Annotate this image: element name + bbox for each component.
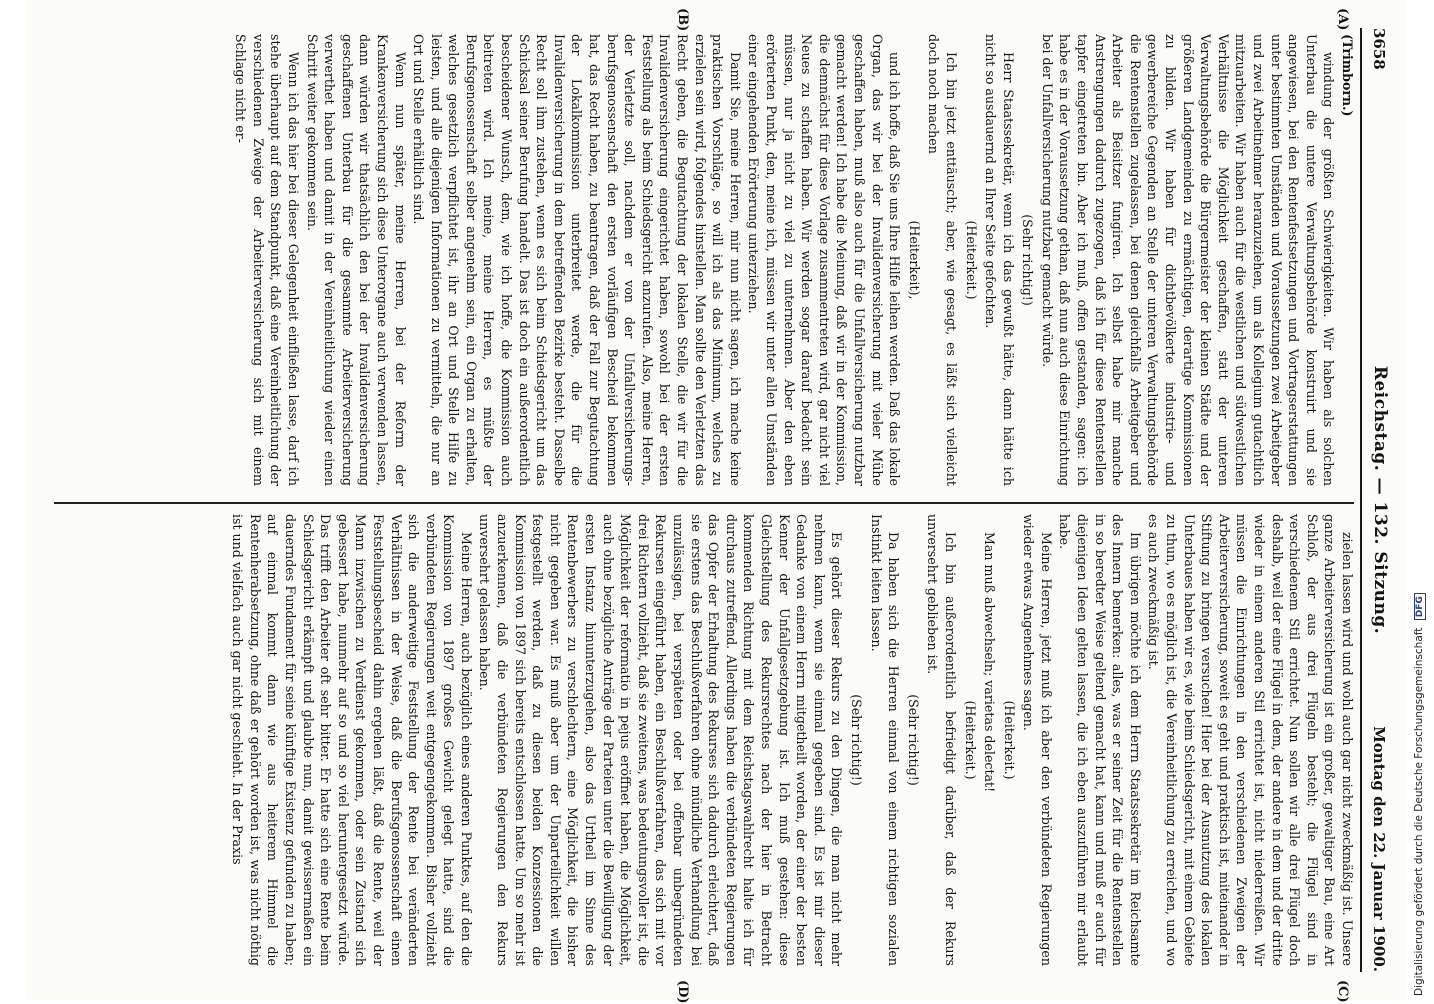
margin-marker-b: (B)	[675, 8, 690, 32]
paragraph: Meine Herren, auch bezüglich eines anderen Punktes, auf den die Kommission von 1897 großes Gewicht gelegt hatte, sind die verbündeten Regierungen weit entgegengekommen. Bisher vollzieht sich die anderweitige Feststellung der Rente bei veränderten Verhältnissen in der Weise, daß die Berufsgenossenschaft einen Feststellungsbescheid dahin ergehen läßt, daß die Rente, weil der Mann inzwischen zu Verdienst gekommen, oder sein Zustand sich gebessert habe, nunmehr auf so und so viel heruntergesetzt würde. Das trifft den Arbeiter oft sehr bitter. Er hatte sich eine Rente beim Schiedsgericht erkämpft und glaubte nun, damit gewissermaßen ein dauerndes Fundament für seine künftige Existenz gefunden zu haben; auf einmal kommt dann wie aus heiterem Himmel die Rentenherabsetzung, ohne daß er gehört worden ist, was nicht nöthig ist und vielfach auch gar nicht geschieht. In der Praxis	[230, 514, 474, 966]
paragraph: Herr Staatssekretär, wenn ich das gewußt hätte, dann hätte ich nicht so ausdauernd an Ihrer Seite gefochten.	[983, 34, 1016, 486]
digitization-footer	[1409, 6, 1433, 994]
paragraph: windung der größten Schwierigkeiten. Wir haben als solchen Unterbau die untere Verwaltungsbehörde konstruirt und sie angewiesen, bei den Rentenfestsetzungen und Vortragserstattungen unter bestimmten Umständen und Voraussetzungen zwei Arbeitgeber und zwei Arbeitnehmer heranzuziehen, um als Kollegium gutachtlich mitzuarbeiten. Wir haben auch für die westlichen und südwestlichen Verhältnisse die Möglichkeit geschaffen, statt der unteren Verwaltungsbehörde die Bürgermeister der kleinen Städte und der größeren Landgemeinden zu ermächtigen, derartige Kommissionen zu bilden. Wir haben für dichtbevölkerte industrie- und gewerbereiche Gegenden an Stelle der unteren Verwaltungsbehörde die Rentenstellen zugelassen, bei denen gleichfalls Arbeitgeber und Arbeiter als Beisitzer fungiren. Ich selbst habe mir manche Anstrengungen dadurch zugezogen, daß ich für diese Rentenstellen tapfer eingetreten bin. Aber ich muß, offen gestanden, sagen: ich habe es in der Voraussetzung gethan, daß nun auch diese Einrichtung bei der Unfallversicherung nutzbar gemacht würde.	[1039, 34, 1337, 486]
margin-marker-d: (D)	[675, 980, 690, 1004]
paragraph: und ich hoffe, daß Sie uns Ihre Hilfe leihen werden. Daß das lokale Organ, das wir bei der Invalidenversicherung mit vieler Mühe geschaffen haben, muß also auch für die Unfallversicherung nutzbar gemacht werden! Ich habe die Meinung, daß wir in der Kommission, die demnächst für diese Vorlage zusammentreten wird, gar nicht viel Neues zu schaffen haben. Wir werden sogar darauf bedacht sein müssen, nur ja nicht zu viel zu unternehmen. Aber den eben erörterten Punkt, den, meine ich, müssen wir unter allen Umständen einer eingehenden Erörterung unterziehen.	[746, 34, 903, 486]
session-date: Montag den 22. Januar 1900.	[1370, 726, 1388, 972]
paragraph: Ich bin außerordentlich befriedigt darüber, daß der Rekurs unversehrt geblieben ist.	[925, 514, 958, 966]
paragraph: Wenn nun später, meine Herren, bei der Reform der Krankenversicherung sich diese Unterorgane auch verwenden lassen, dann würden wir thatsächlich den bei der Invalidenversicherung geschaffenen Unterbau für die gesammte Arbeiterversicherung verwerthet haben und damit in der Vereinheitlichung wieder einen Schritt weiter gekommen sein.	[304, 34, 408, 486]
paragraph: Da haben sich die Herren einmal von einem richtigen sozialen Instinkt leiten lassen.	[868, 514, 902, 966]
page-header	[1364, 28, 1392, 972]
interjection: (Sehr richtig!)	[1020, 214, 1036, 306]
column-divider	[54, 502, 1354, 504]
footer-credit-text: Digitalisierung gefördert durch die Deutsche Forschungsgemeinschaft	[1413, 627, 1425, 996]
margin-marker-a: (A)	[1335, 8, 1350, 31]
dfg-logo: DFG	[1414, 593, 1426, 620]
paragraph: zielen lassen wird und wohl auch gar nicht zweckmäßig ist. Unsere ganze Arbeiterversicherung ist ein großer, gewaltiger Bau, eine Art Schloß, der aus drei Flügeln besteht; die Flügel sind in verschiedenem Stil errichtet. Nun sollen wir alle drei Flügel doch deshalb, weil der eine Flügel in dem, der andere in dem und der dritte wieder in einem anderen Stil errichtet ist, nicht niederreißen. Wir müssen die Einrichtungen in den verschiedenen Zweigen der Arbeiterversicherung, soweit es geht und praktisch ist, miteinander in Stiftung zu bringen versuchen! Hier bei der Ausnutzung des lokalen Unterbaues haben wir es, wie beim Schiedsgericht, mit einem Gebiete zu thun, wo es möglich ist, die Vereinheitlichung zu erreichen, und wo es auch zweckmäßig ist.	[1146, 514, 1355, 966]
margin-marker-c: (C)	[1335, 980, 1350, 1003]
speaker-name: (Trimborn.)	[1340, 34, 1355, 117]
right-text-column	[56, 514, 1356, 966]
paragraph: Meine Herren, jetzt muß ich aber den verbündeten Regierungen wieder etwas Angenehmes sagen.	[1021, 514, 1054, 966]
page-title: Reichstag. — 132. Sitzung.	[1370, 365, 1390, 635]
left-text-column	[56, 34, 1356, 486]
paragraph: Wenn ich das hier bei dieser Gelegenheit einfließen lasse, darf ich stehe überhaupt auf dem Standpunkt, daß eine Vereinheitlichung der verschiedenen Zweige der Arbeiterversicherung sich mit einem Schlage nicht er-	[233, 34, 301, 486]
header-rule	[1360, 28, 1362, 972]
document-page	[26, 0, 1406, 1004]
interjection: (Heiterkeit),	[906, 220, 922, 300]
interjection: (Sehr richtig!)	[848, 694, 864, 786]
paragraph: Man muß abwechseln; varietas delectat!	[982, 532, 998, 793]
interjection: (Heiterkeit.)	[1001, 700, 1017, 780]
paragraph: Ich bin jetzt enttäuscht; aber, wie gesagt, es läßt sich vielleicht doch noch machen	[926, 34, 959, 486]
page-number: 3658	[1370, 28, 1388, 70]
interjection: (Sehr richtig!)	[905, 694, 921, 786]
paragraph: Damit Sie, meine Herren, mir nun nicht sagen, ich mache keine praktischen Vorschläge, so will ich als das Minimum, welches zu erzielen sein wird, folgendes hinstellen. Man sollte den Verletzten das Recht geben, die Begutachtung der lokalen Stelle, die wir für die Invalidenversicherung eingerichtet haben, sowohl bei der ersten Feststellung als beim Schiedsgericht anzurufen. Also, meine Herren, der Verletzte soll, nachdem er von der Unfallversicherungs-berufsgenossenschaft den ersten vorläufigen Bescheid bekommen hat, das Recht haben, zu beantragen, daß der Fall zur Begutachtung der Lokalkommission unterbreitet werde, die für die Invalidenversicherung in dem betreffenden Bezirke besteht. Dasselbe Recht soll ihm zustehen, wenn es sich beim Schiedsgericht um das Schicksal seiner Berufung handelt. Das ist doch ein außerordentlich bescheidener Wunsch, dem, wie ich hoffe, die Kommission auch beitreten wird. Ich meine, meine Herren, es müßte der Berufsgenossenschaft selber angenehm sein, ein Organ zu erhalten, welches gesetzlich verpflichtet ist, ihr an Ort und Stelle Hilfe zu leisten, und alle diejenigen Informationen zu vermitteln, die nur an Ort und Stelle erhältlich sind.	[411, 34, 743, 486]
interjection: (Heiterkeit.)	[963, 220, 979, 300]
interjection: (Heiterkeit.)	[962, 700, 978, 780]
paragraph: Es gehört dieser Rekurs zu den Dingen, die man nicht mehr nehmen kann, wenn sie einmal gegeben sind. Es ist mir dieser Gedanke von einem Herrn mitgetheilt worden, der einer der besten Kenner der Unfallgesetzgebung ist. Ich muß gestehen: diese Gleichstellung des Rekursrechtes nach der hier in Betracht kommenden Richtung mit dem Reichstagswahlrecht halte ich für durchaus zutreffend. Allerdings haben die verbündeten Regierungen das Opfer der Erhaltung des Rekurses sich dadurch erleichtert, daß sie erstens das Beschlußverfahren ohne mündliche Verhandlung bei unzulässigen, bei verspäteten oder bei offenbar unbegründeten Rekursen eingeführt haben, ein Beschlußverfahren, das sich mit vor drei Richtern vollzieht, daß sie zweitens, was bedeutungsvoller ist, die Möglichkeit der reformatio in pejus eröffnet haben, die Möglichkeit, auch ohne bezügliche Anträge der Parteien unter die Bewilligung der ersten Instanz hinunterzugehen, also das Urtheil im Sinne des Rentenbewerbers zu verschlechtern, eine Möglichkeit, die bisher nicht gegeben war. Es muß aber um der Unparteilichkeit willen festgestellt werden, daß zu diesen beiden Konzessionen die Kommission von 1897 sich bereits entschlossen hatte. Um so mehr ist anzuerkennen, daß die verbündeten Regierungen den Rekurs unversehrt gelassen haben.	[477, 514, 845, 966]
paragraph: Im übrigen möchte ich dem Herrn Staatssekretär im Reichsamte des Innern bemerken: alles, was er seiner Zeit für die Rentenstellen in so beredter Weise geltend gemacht hat, kann und muß er auch für diejenigen Ideen gelten lassen, die ich eben auszuführen mir erlaubt habe.	[1057, 514, 1143, 966]
